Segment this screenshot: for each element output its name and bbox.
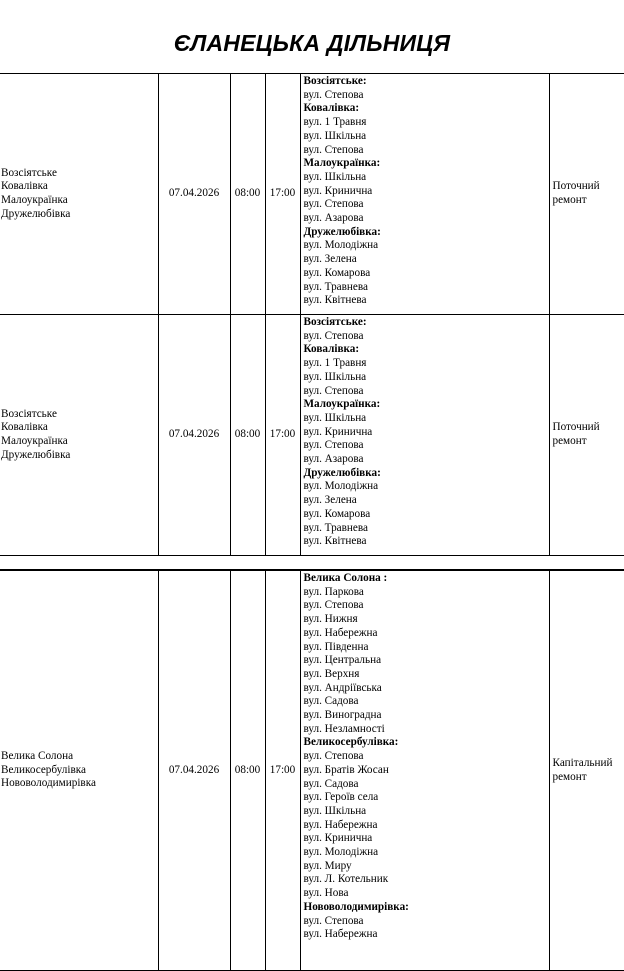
date-cell: 07.04.2026 [158, 571, 230, 971]
village-name: Нововолодимирівка [1, 777, 158, 791]
work-type-text: ремонт [553, 771, 624, 785]
village-name: Ковалівка [1, 180, 158, 194]
work-type-text: ремонт [553, 435, 624, 449]
streets-cell [300, 571, 549, 971]
villages-cell [0, 571, 158, 971]
table-row [0, 315, 624, 556]
street-item: вул. Садова [304, 695, 549, 709]
street-item: вул. Степова [304, 144, 549, 158]
street-item: вул. Шкільна [304, 412, 549, 426]
village-name: Дружелюбівка [1, 208, 158, 222]
village-name: Дружелюбівка [1, 449, 158, 463]
street-item: вул. Зелена [304, 494, 549, 508]
work-type-cell [549, 571, 624, 971]
work-type-text: Капітальний [553, 757, 624, 771]
street-item: вул. Андріївська [304, 682, 549, 696]
street-item: вул. Центральна [304, 654, 549, 668]
village-name: Возсіятське [1, 408, 158, 422]
street-item: вул. Степова [304, 385, 549, 399]
start-time-cell: 08:00 [230, 74, 265, 315]
street-item: вул. Кринична [304, 832, 549, 846]
street-item: вул. Нова [304, 887, 549, 901]
street-item: вул. Молодіжна [304, 480, 549, 494]
table-row [0, 571, 624, 971]
schedule-table-1 [0, 73, 624, 556]
locality-heading: Ковалівка: [304, 102, 549, 116]
street-item: вул. Молодіжна [304, 846, 549, 860]
locality-heading: Нововолодимирівка: [304, 901, 549, 915]
street-item: вул. Незламності [304, 723, 549, 737]
locality-heading: Великосербулівка: [304, 736, 549, 750]
street-item: вул. Травнева [304, 522, 549, 536]
street-item: вул. Степова [304, 750, 549, 764]
end-time-cell: 17:00 [265, 571, 300, 971]
street-item: вул. Степова [304, 915, 549, 929]
work-type-cell [549, 315, 624, 556]
date-cell: 07.04.2026 [158, 74, 230, 315]
street-item: вул. Молодіжна [304, 239, 549, 253]
street-item: вул. Зелена [304, 253, 549, 267]
street-item: вул. Миру [304, 860, 549, 874]
street-item: вул. Паркова [304, 586, 549, 600]
street-item: вул. Набережна [304, 819, 549, 833]
street-item: вул. 1 Травня [304, 357, 549, 371]
street-item: вул. Азарова [304, 453, 549, 467]
work-type-text: Поточний [553, 180, 624, 194]
street-item: вул. Квітнева [304, 535, 549, 549]
village-name: Возсіятське [1, 167, 158, 181]
street-item: вул. Набережна [304, 627, 549, 641]
street-item: вул. Шкільна [304, 805, 549, 819]
village-name: Великосербулівка [1, 764, 158, 778]
street-item: вул. Південна [304, 641, 549, 655]
street-item: вул. Шкільна [304, 371, 549, 385]
street-item: вул. Степова [304, 198, 549, 212]
street-item: вул. Героїв села [304, 791, 549, 805]
locality-heading: Малоукраїнка: [304, 157, 549, 171]
start-time-cell: 08:00 [230, 571, 265, 971]
villages-cell [0, 315, 158, 556]
village-name: Велика Солона [1, 750, 158, 764]
street-item: вул. Нижня [304, 613, 549, 627]
locality-heading: Ковалівка: [304, 343, 549, 357]
street-item: вул. Степова [304, 330, 549, 344]
street-item: вул. Степова [304, 599, 549, 613]
locality-heading: Велика Солона : [304, 572, 549, 586]
street-item: вул. Кринична [304, 426, 549, 440]
work-type-text: Поточний [553, 421, 624, 435]
street-item: вул. Азарова [304, 212, 549, 226]
street-item: вул. Л. Котельник [304, 873, 549, 887]
streets-cell [300, 74, 549, 315]
end-time-cell: 17:00 [265, 315, 300, 556]
street-item: вул. Шкільна [304, 130, 549, 144]
street-item: вул. Набережна [304, 928, 549, 942]
villages-cell [0, 74, 158, 315]
street-item: вул. Комарова [304, 267, 549, 281]
street-item: вул. Виноградна [304, 709, 549, 723]
table-row [0, 74, 624, 315]
village-name: Малоукраїнка [1, 435, 158, 449]
locality-heading: Возсіятське: [304, 75, 549, 89]
streets-cell [300, 315, 549, 556]
street-item: вул. Степова [304, 89, 549, 103]
schedule-table-2 [0, 570, 624, 971]
work-type-cell [549, 74, 624, 315]
page-title: ЄЛАНЕЦЬКА ДІЛЬНИЦЯ [0, 30, 624, 57]
locality-heading: Дружелюбівка: [304, 467, 549, 481]
street-item: вул. Шкільна [304, 171, 549, 185]
village-name: Ковалівка [1, 421, 158, 435]
end-time-cell: 17:00 [265, 74, 300, 315]
street-item: вул. Верхня [304, 668, 549, 682]
street-item: вул. 1 Травня [304, 116, 549, 130]
street-item: вул. Комарова [304, 508, 549, 522]
locality-heading: Малоукраїнка: [304, 398, 549, 412]
street-item: вул. Травнева [304, 281, 549, 295]
street-item: вул. Квітнева [304, 294, 549, 308]
street-item: вул. Садова [304, 778, 549, 792]
street-item: вул. Степова [304, 439, 549, 453]
work-type-text: ремонт [553, 194, 624, 208]
locality-heading: Дружелюбівка: [304, 226, 549, 240]
locality-heading: Возсіятське: [304, 316, 549, 330]
village-name: Малоукраїнка [1, 194, 158, 208]
start-time-cell: 08:00 [230, 315, 265, 556]
date-cell: 07.04.2026 [158, 315, 230, 556]
street-item: вул. Кринична [304, 185, 549, 199]
street-item: вул. Братів Жосан [304, 764, 549, 778]
